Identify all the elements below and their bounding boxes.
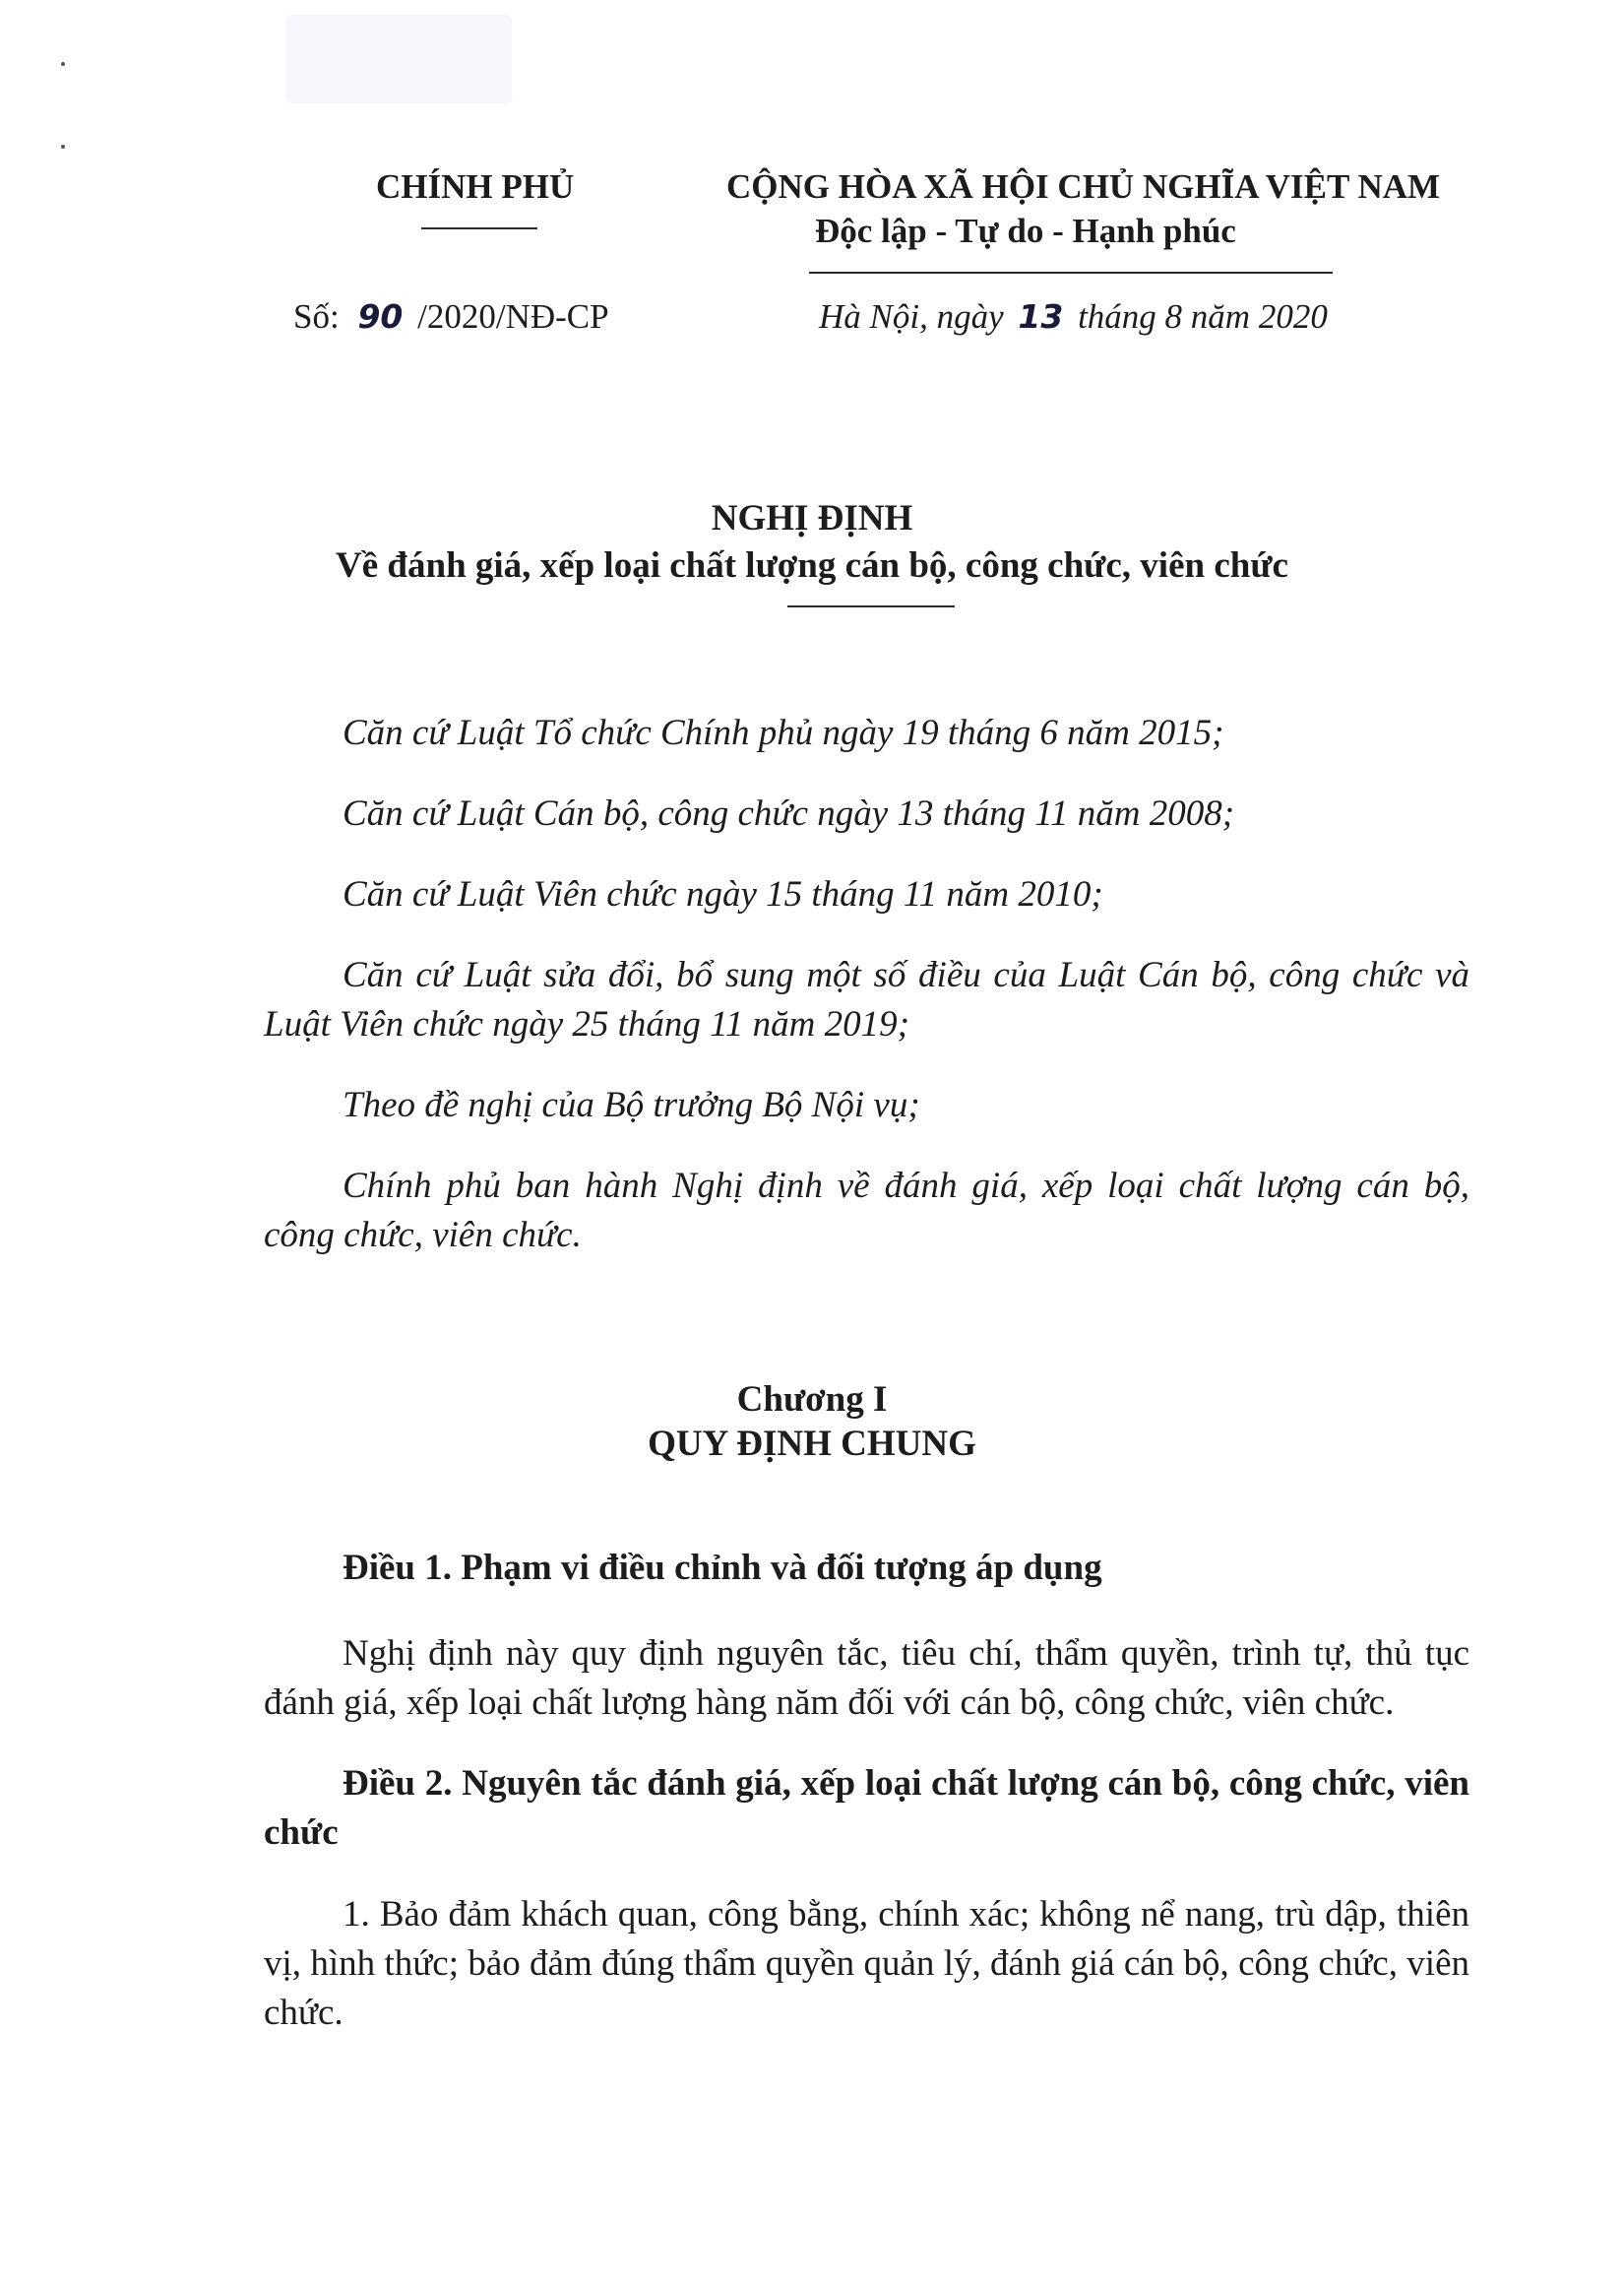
place-date-suffix: tháng 8 năm 2020 bbox=[1078, 297, 1328, 336]
scan-speck bbox=[61, 145, 65, 149]
article-heading: Điều 2. Nguyên tắc đánh giá, xếp loại chất lượng cán bộ, công chức, viên chức bbox=[264, 1763, 1469, 1853]
article-body: 1. Bảo đảm khách quan, công bằng, chính xác; không nể nang, trù dập, thiên vị, hình thức; bảo đảm đúng thẩm quyền quản lý, đánh giá cán bộ, công chức, viên chức. bbox=[264, 1894, 1469, 2033]
motto-underline bbox=[809, 272, 1333, 274]
preamble-line: Theo đề nghị của Bộ trưởng Bộ Nội vụ; bbox=[343, 1085, 920, 1125]
document-subject: Về đánh giá, xếp loại chất lượng cán bộ, công chức, viên chức bbox=[336, 545, 1288, 586]
preamble-line: Căn cứ Luật Viên chức ngày 15 tháng 11 năm 2010; bbox=[343, 874, 1103, 915]
article-heading: Điều 1. Phạm vi điều chỉnh và đối tượng áp dụng bbox=[343, 1548, 1102, 1588]
scan-artifact bbox=[285, 15, 512, 103]
document-type: NGHỊ ĐỊNH bbox=[711, 498, 913, 539]
chapter-label: Chương I bbox=[736, 1379, 888, 1420]
national-motto: Độc lập - Tự do - Hạnh phúc bbox=[815, 212, 1236, 250]
place-date-prefix: Hà Nội, ngày bbox=[819, 297, 1004, 336]
chapter-title: QUY ĐỊNH CHUNG bbox=[648, 1424, 976, 1464]
place-date bbox=[819, 297, 1328, 337]
country-name: CỘNG HÒA XÃ HỘI CHỦ NGHĨA VIỆT NAM bbox=[726, 167, 1441, 206]
scan-speck bbox=[61, 62, 65, 66]
document-number bbox=[293, 297, 609, 337]
number-prefix: Số: bbox=[293, 297, 340, 336]
article-body: Nghị định này quy định nguyên tắc, tiêu chí, thẩm quyền, trình tự, thủ tục đánh giá, xếp loại chất lượng hàng năm đối với cán bộ, công chức, viên chức. bbox=[264, 1633, 1469, 1723]
preamble-line: Căn cứ Luật sửa đổi, bổ sung một số điều của Luật Cán bộ, công chức và Luật Viên chức ngày 25 tháng 11 năm 2019; bbox=[264, 955, 1469, 1045]
number-suffix: /2020/NĐ-CP bbox=[417, 297, 609, 336]
issuer-name: CHÍNH PHỦ bbox=[376, 167, 575, 206]
preamble-line: Căn cứ Luật Cán bộ, công chức ngày 13 tháng 11 năm 2008; bbox=[343, 793, 1235, 834]
preamble-line: Chính phủ ban hành Nghị định về đánh giá, xếp loại chất lượng cán bộ, công chức, viên chức. bbox=[264, 1166, 1469, 1255]
issuer-underline bbox=[421, 227, 537, 229]
title-underline bbox=[787, 605, 955, 607]
day-handwritten: 13 bbox=[1018, 297, 1064, 336]
preamble-line: Căn cứ Luật Tổ chức Chính phủ ngày 19 tháng 6 năm 2015; bbox=[343, 713, 1224, 753]
number-handwritten: 90 bbox=[357, 297, 404, 336]
